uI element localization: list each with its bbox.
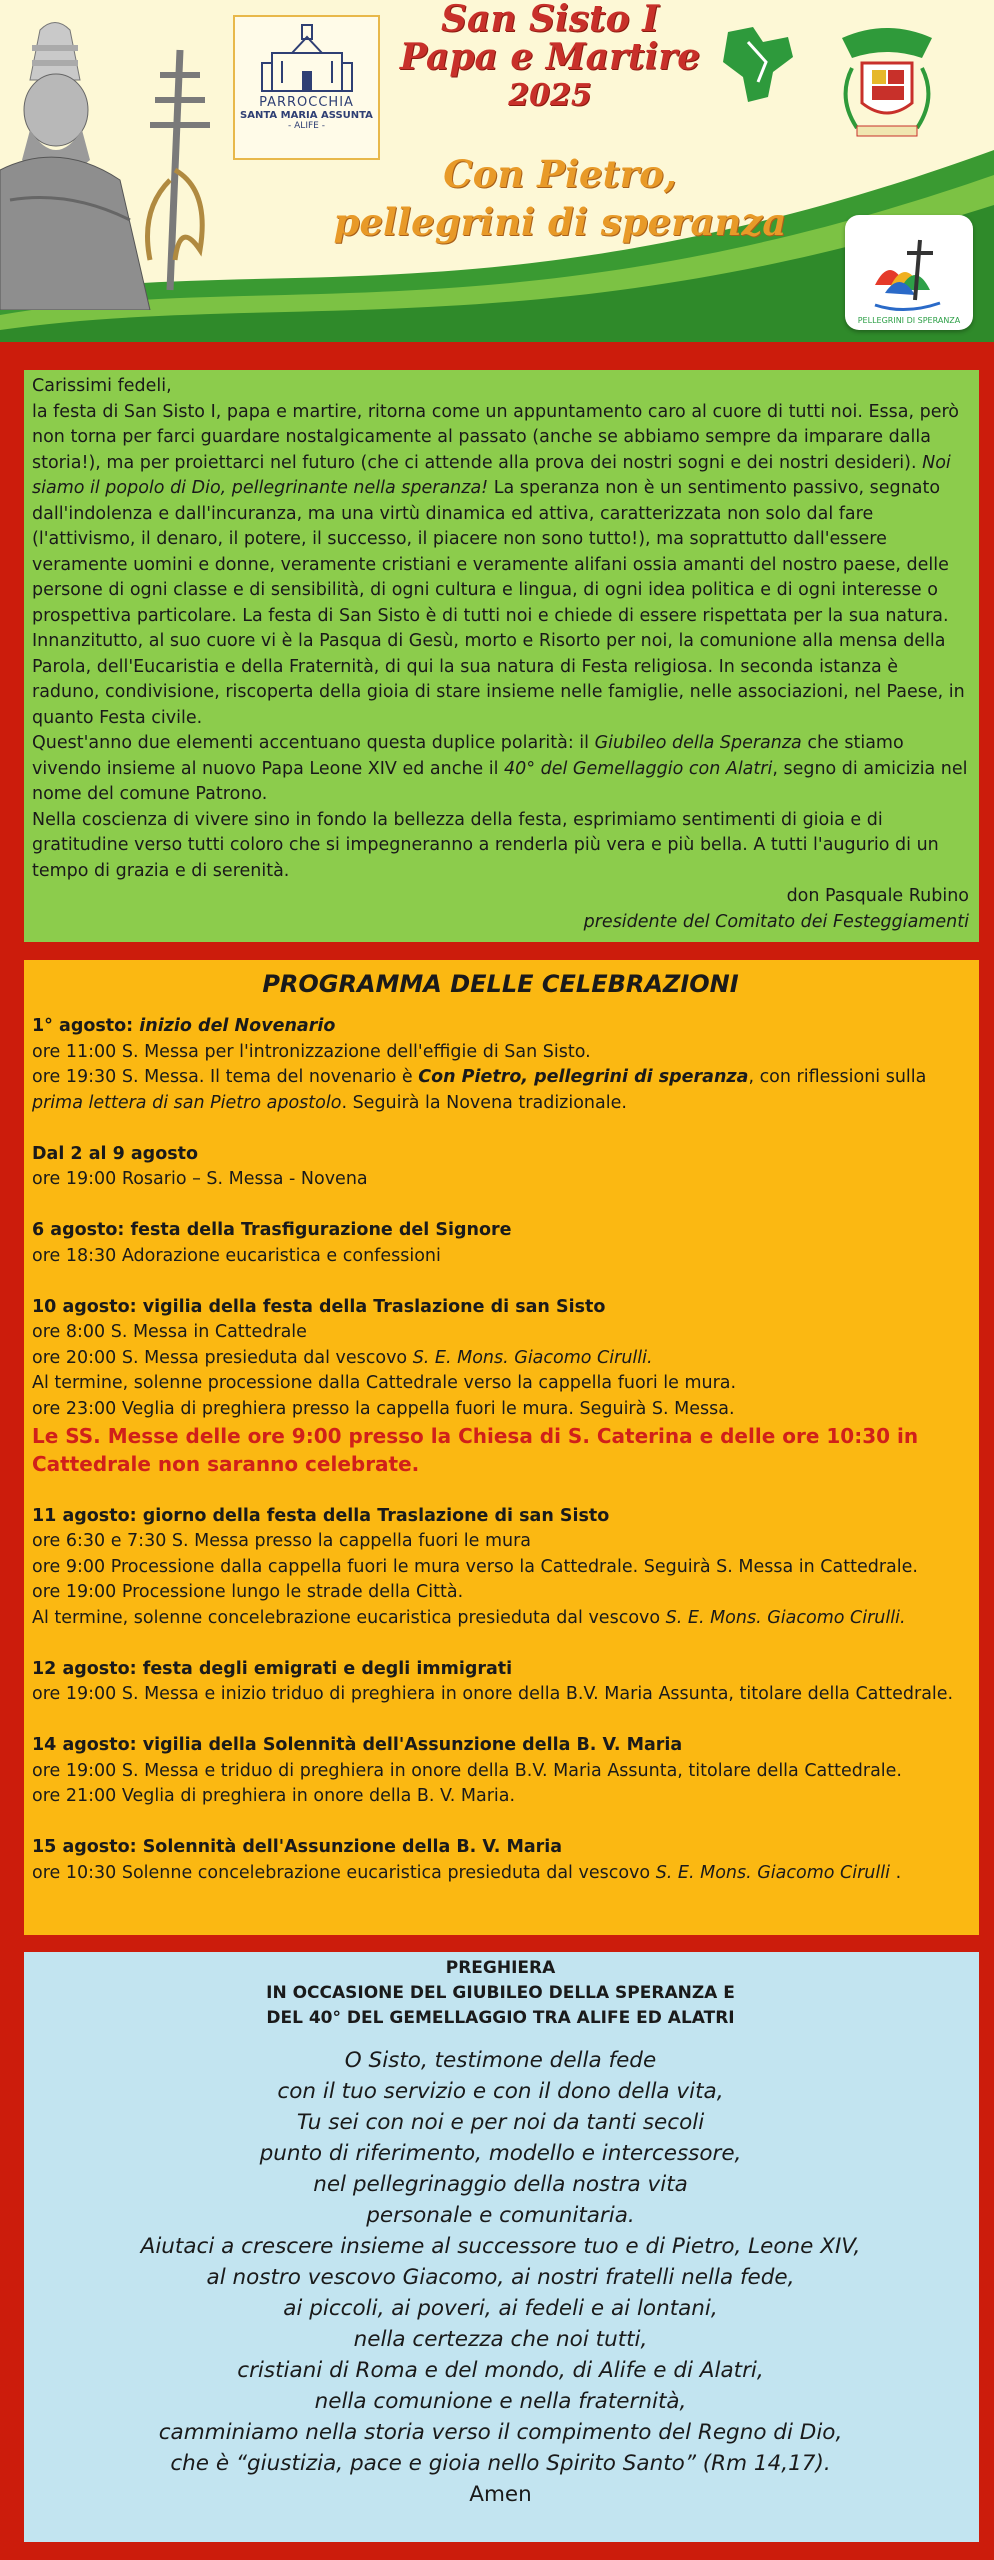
prayer-line: personale e comunitaria. — [366, 2203, 635, 2228]
prayer-line: Tu sei con noi e per noi da tanti secoli — [296, 2110, 705, 2135]
prayer-heading-3: DEL 40° DEL GEMELLAGGIO TRA ALIFE ED ALATRI — [266, 2008, 735, 2028]
title-year: 2025 — [508, 78, 592, 113]
day-3-line-1: ore 18:30 Adorazione eucaristica e confessioni — [32, 1245, 441, 1266]
page-subtitle — [300, 150, 820, 246]
day-6-line-1: ore 19:00 S. Messa e inizio triduo di preghiera in onore della B.V. Maria Assunta, titolare della Cattedrale. — [32, 1684, 954, 1704]
letter-paragraph-2 — [32, 731, 969, 808]
jubilee-logo-text: PELLEGRINI DI SPERANZA — [857, 316, 961, 325]
program-day-2 — [32, 1142, 969, 1193]
program-day-1 — [32, 1014, 969, 1116]
day-1-title: inizio del Novenario — [139, 1016, 336, 1036]
day-4-line-1: ore 8:00 S. Messa in Cattedrale — [32, 1322, 307, 1342]
prayer-heading-1: PREGHIERA — [445, 1958, 556, 1978]
day-8-line-1 — [32, 1861, 969, 1887]
letter-p1-text-b: La speranza non è un sentimento passivo, segnato dall'indolenza e dall'incuranza, ma una virtù dinamica ed attiva, caratterizzata non solo dal fare (l'attivismo, il denaro, il potere, il successo, il piacere non sono tutto!), ma soprattutto dall'essere veramente uomini e donne, veramente cristiani e veramente alifani ossia amanti del nostro paese, delle persone di ogni classe e di sensibilità, di ogni cultura e lingua, di ogni idea politica e di ogni interesse o prospettiva particolare. La festa di San Sisto è di tutti noi e chiede di essere rispettata per la sua natura. Innanzitutto, al suo cuore vi è la Pasqua di Gesù, morto e Risorto per noi, la comunione alla mensa della Parola, dell'Eucaristia e della Fraternità, di qui la sua natura di Festa religiosa. In seconda istanza è raduno, condivisione, riscoperta della gioia di stare insieme nelle famiglie, nelle associazioni, nel Paese, in quanto Festa civile. — [32, 478, 965, 728]
prayer-line: punto di riferimento, modello e intercessore, — [259, 2141, 742, 2166]
letter-p2-text-a: Quest'anno due elementi accentuano questa duplice polarità: il — [32, 733, 595, 753]
prayer-line: nel pellegrinaggio della nostra vita — [313, 2172, 688, 2197]
day-5-line-2: ore 9:00 Processione dalla cappella fuori le mura verso la Cattedrale. Seguirà S. Messa in Cattedrale. — [32, 1556, 918, 1577]
day-2-line-1: ore 19:00 Rosario – S. Messa - Novena — [32, 1169, 368, 1189]
day-4-line-2-b: S. E. Mons. Giacomo Cirulli. — [412, 1347, 653, 1368]
day-1-line-3-b: . Seguirà la Novena tradizionale. — [341, 1092, 627, 1113]
day-5-line-3: ore 19:00 Processione lungo le strade della Città. — [32, 1582, 464, 1602]
program-day-7 — [32, 1733, 969, 1810]
prayer-line: che è “giustizia, pace e gioia nello Spirito Santo” (Rm 14,17). — [170, 2451, 831, 2476]
day-1-date: 1° agosto: — [32, 1016, 140, 1036]
letter-p1-text-a: la festa di San Sisto I, papa e martire, ritorna come un appuntamento caro al cuore di tutti noi. Essa, però non torna per farci guardare nostalgicamente al passato (anche se abbiamo sempre da imparare dalla storia!), ma per proiettarci nel futuro (che ci attende alla prova dei nostri sogni e dei nostri desideri). — [32, 401, 959, 473]
day-8-line-1-b: S. E. Mons. Giacomo Cirulli — [655, 1862, 890, 1883]
program-day-8 — [32, 1835, 969, 1886]
day-5-line-4-a: Al termine, solenne concelebrazione eucaristica presieduta dal vescovo — [32, 1607, 666, 1628]
day-4-line-2 — [32, 1346, 969, 1372]
signature-name: don Pasquale Rubino — [786, 886, 969, 906]
program-day-8-heading: 15 agosto: Solennità dell'Assunzione della B. V. Maria — [32, 1837, 563, 1857]
letter-p2-italic-1: Giubileo della Speranza — [594, 733, 802, 753]
letter-greeting: Carissimi fedeli, — [32, 376, 172, 396]
prayer-line: O Sisto, testimone della fede — [344, 2048, 657, 2073]
letter-panel — [24, 370, 979, 942]
header-banner — [0, 0, 994, 350]
parish-logo — [233, 15, 380, 160]
day-4-line-3: Al termine, solenne processione dalla Cattedrale verso la cappella fuori le mura. — [32, 1373, 737, 1393]
jubilee-emblem-icon — [845, 215, 973, 330]
day-1-line-1: ore 11:00 S. Messa per l'intronizzazione dell'effigie di San Sisto. — [32, 1041, 591, 1062]
day-4-line-2-a: ore 20:00 S. Messa presieduta dal vescovo — [32, 1347, 413, 1368]
prayer-amen: Amen — [469, 2482, 532, 2507]
day-7-line-2: ore 21:00 Veglia di preghiera in onore della B. V. Maria. — [32, 1786, 516, 1806]
region-map-icon — [718, 22, 798, 107]
program-day-5-heading: 11 agosto: giorno della festa della Traslazione di san Sisto — [32, 1505, 610, 1526]
parish-logo-line3: - ALIFE - — [288, 121, 325, 131]
letter-paragraph-3: Nella coscienza di vivere sino in fondo la bellezza della festa, esprimiamo sentimenti di gioia e di gratitudine verso tutti coloro che si impegneranno a renderla più vera e più bella. A tutti l'augurio di un tempo di grazia e di serenità. — [32, 809, 939, 881]
day-8-line-1-c: . — [890, 1862, 902, 1883]
prayer-line: camminiamo nella storia verso il compimento del Regno di Dio, — [158, 2420, 843, 2445]
program-title: PROGRAMMA DELLE CELEBRAZIONI — [262, 970, 739, 998]
program-day-5 — [32, 1504, 969, 1632]
subtitle-line1: Con Pietro, — [443, 152, 677, 196]
prayer-text — [32, 2045, 969, 2510]
letter-p2-text-b: che stiamo vivendo insieme al nuovo Papa Leone XIV ed anche il — [32, 733, 904, 779]
title-line1: San Sisto I — [441, 0, 659, 40]
signature-role: presidente del Comitato dei Festeggiamenti — [583, 911, 969, 932]
prayer-line: Aiutaci a crescere insieme al successore tuo e di Pietro, Leone XIV, — [140, 2234, 861, 2259]
letter-p2-italic-2: 40° del Gemellaggio con Alatri — [504, 758, 773, 779]
program-day-4 — [32, 1295, 969, 1479]
church-icon — [252, 23, 362, 93]
novena-theme: Con Pietro, pellegrini di speranza — [418, 1067, 749, 1087]
program-day-4-heading: 10 agosto: vigilia della festa della Traslazione di san Sisto — [32, 1296, 606, 1317]
saint-statue-image — [0, 20, 230, 310]
prayer-line: cristiani di Roma e del mondo, di Alife e di Alatri, — [237, 2358, 764, 2383]
prayer-line: con il tuo servizio e con il dono della vita, — [277, 2079, 724, 2104]
program-panel — [24, 960, 979, 1935]
title-line2: Papa e Martire — [399, 36, 701, 78]
letter-paragraph-1 — [32, 400, 969, 732]
day-8-line-1-a: ore 10:30 Solenne concelebrazione eucaristica presieduta dal vescovo — [32, 1862, 656, 1883]
day-5-line-4 — [32, 1606, 969, 1632]
day-5-line-4-b: S. E. Mons. Giacomo Cirulli. — [665, 1607, 906, 1628]
prayer-line: al nostro vescovo Giacomo, ai nostri fratelli nella fede, — [206, 2265, 795, 2290]
day-7-line-1: ore 19:00 S. Messa e triduo di preghiera in onore della B.V. Maria Assunta, titolare della Cattedrale. — [32, 1760, 902, 1781]
letter-p1-italic: Noi siamo il popolo di Dio, pellegrinante nella speranza! — [32, 452, 951, 498]
day-1-line-2-c: , con riflessioni sulla — [748, 1067, 927, 1087]
program-day-7-heading: 14 agosto: vigilia della Solennità dell'Assunzione della B. V. Maria — [32, 1735, 683, 1755]
program-day-1-heading — [32, 1014, 969, 1040]
jubilee-logo — [845, 215, 973, 330]
subtitle-line2: pellegrini di speranza — [333, 200, 787, 244]
page-title — [380, 0, 720, 116]
day-5-line-1: ore 6:30 e 7:30 S. Messa presso la cappella fuori le mura — [32, 1531, 532, 1551]
day-1-line-2 — [32, 1065, 969, 1091]
letter-p2-text-c: , segno di amicizia nel nome del comune Patrono. — [32, 758, 968, 804]
day-1-line-3-a: prima lettera di san Pietro apostolo — [32, 1092, 342, 1113]
prayer-line: ai piccoli, ai poveri, ai fedeli e ai lontani, — [283, 2296, 718, 2321]
prayer-panel — [24, 1952, 979, 2542]
day-1-line-3 — [32, 1091, 969, 1117]
prayer-line: nella certezza che noi tutti, — [353, 2327, 648, 2352]
day-1-line-2-a: ore 19:30 S. Messa. Il tema del novenario è — [32, 1067, 419, 1087]
parish-logo-line1: PARROCCHIA — [259, 95, 354, 110]
program-day-6 — [32, 1657, 969, 1708]
program-day-6-heading: 12 agosto: festa degli emigrati e degli immigrati — [32, 1658, 513, 1679]
mass-cancellation-notice: Le SS. Messe delle ore 9:00 presso la Chiesa di S. Caterina e delle ore 10:30 in Cattedrale non saranno celebrate. — [32, 1424, 919, 1476]
program-day-3 — [32, 1218, 969, 1269]
program-day-2-heading: Dal 2 al 9 agosto — [32, 1143, 199, 1164]
prayer-line: nella comunione e nella fraternità, — [314, 2389, 687, 2414]
day-4-line-4: ore 23:00 Veglia di preghiera presso la cappella fuori le mura. Seguirà S. Messa. — [32, 1398, 735, 1419]
prayer-heading-2: IN OCCASIONE DEL GIUBILEO DELLA SPERANZA E — [266, 1983, 735, 2003]
parish-logo-line2: SANTA MARIA ASSUNTA — [240, 110, 373, 121]
coat-of-arms-icon — [822, 18, 952, 148]
program-day-3-heading: 6 agosto: festa della Trasfigurazione del Signore — [32, 1220, 512, 1240]
